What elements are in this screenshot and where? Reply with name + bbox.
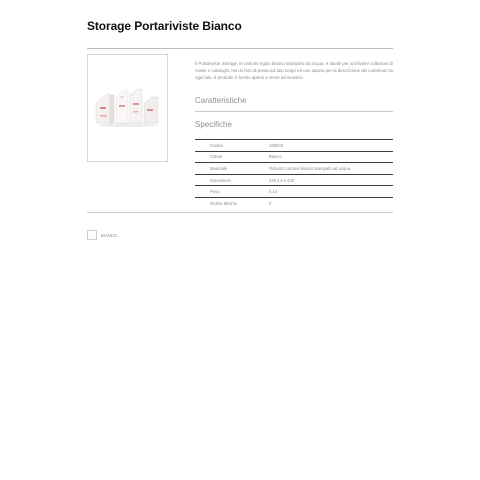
table-row (195, 163, 393, 175)
table-row (195, 197, 393, 208)
table-row (195, 151, 393, 163)
table-row (195, 140, 393, 151)
spec-label: Materiale (195, 163, 269, 175)
page-title: Storage Portariviste Bianco (87, 19, 242, 33)
spec-label: Peso (195, 186, 269, 198)
features-divider (195, 111, 393, 112)
color-swatch-bianco[interactable] (87, 230, 97, 240)
spec-value: 0,14 (269, 186, 393, 198)
spec-value: 445 x 8 x 440 (269, 174, 393, 186)
spec-value: 16b603 (269, 140, 393, 151)
table-row (195, 186, 393, 198)
spec-value: 0 (269, 200, 272, 206)
variants-divider (87, 212, 393, 213)
magazine-holders-illustration (88, 55, 167, 161)
product-description: Il Portariviste Storage, in cartone rigido bianco stampato ad acqua, è ideale per archiviare collezioni di riviste e cataloghi. Ha un foro di presa sul lato lungo ed uno spazio per la descrizione del contenuto su ogni lato. Il prodotto è fornito aperto e viene ad incastro. (195, 61, 394, 80)
title-divider (87, 48, 393, 49)
color-swatch-label[interactable]: BIANCO (101, 233, 118, 238)
section-specs-heading[interactable]: Specifiche (195, 120, 232, 129)
section-features-heading[interactable]: Caratteristiche (195, 96, 247, 105)
spec-value: Robusto cartone bianco stampato ad acqua (269, 163, 393, 175)
table-row (195, 174, 393, 186)
spec-label: Codice (195, 140, 269, 151)
specs-table (195, 140, 393, 209)
spec-label: Dimensioni (195, 174, 269, 186)
spec-label: Colore (195, 151, 269, 163)
product-image[interactable] (87, 54, 168, 162)
spec-value: Bianco (269, 151, 393, 163)
spec-label: Ordine Minimo (210, 200, 238, 206)
